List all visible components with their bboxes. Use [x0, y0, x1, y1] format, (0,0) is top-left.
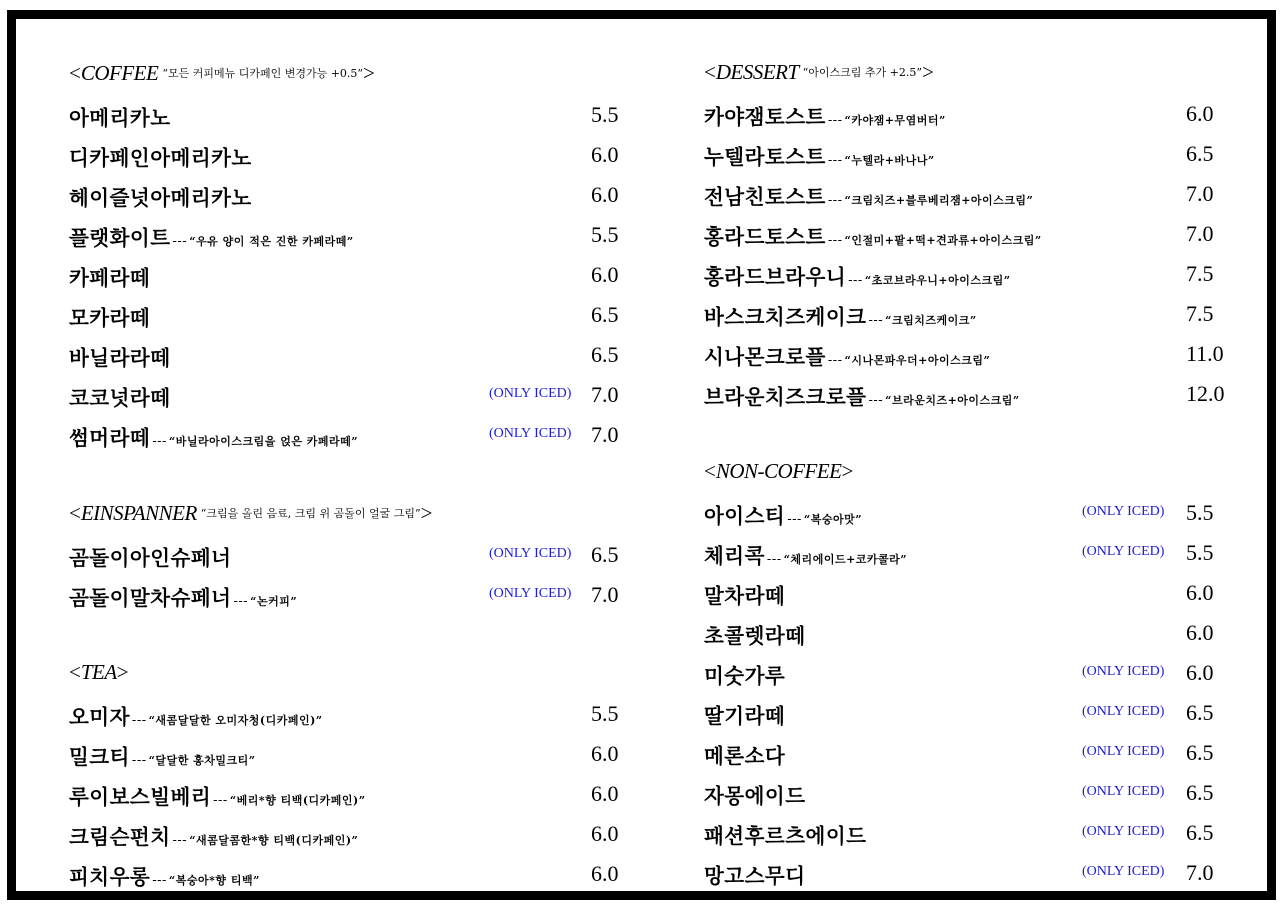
section-header — [704, 450, 1224, 490]
item-name-text: 홍라드토스트 — [704, 225, 826, 249]
item-name-text: 썸머라떼 — [69, 426, 151, 450]
item-price: 6.5 — [1186, 700, 1214, 725]
item-name-text: 딸기라떼 — [704, 704, 786, 728]
menu-item — [704, 251, 1224, 291]
menu-item — [704, 331, 1224, 371]
menu-item — [704, 690, 1224, 730]
item-price: 6.5 — [591, 342, 619, 367]
item-price: 5.5 — [591, 222, 619, 247]
item-dash-separator: --- — [827, 233, 843, 248]
iced-only-tag: (ONLY ICED) — [1082, 864, 1165, 879]
iced-only-tag: (ONLY ICED) — [489, 586, 572, 601]
item-dash-separator: --- — [152, 434, 167, 449]
item-name — [704, 859, 806, 889]
item-name-text: 바스크치즈케이크 — [704, 305, 867, 329]
menu-item — [704, 570, 1224, 610]
item-name — [704, 539, 907, 569]
item-name — [704, 100, 946, 130]
menu-item — [69, 372, 629, 412]
item-price: 5.5 — [1186, 500, 1214, 525]
item-name — [704, 260, 1011, 290]
item-name — [704, 739, 785, 769]
menu-item — [69, 532, 629, 572]
item-price: 6.0 — [1186, 660, 1214, 685]
item-name-text: 디카페인아메리카노 — [69, 146, 252, 170]
item-price: 6.5 — [1186, 820, 1214, 845]
menu-item — [704, 610, 1224, 650]
item-price: 7.5 — [1186, 301, 1214, 326]
item-price: 6.5 — [1186, 141, 1214, 166]
section-title: NON-COFFEE — [715, 459, 842, 483]
item-name — [69, 181, 252, 211]
item-description: “복숭아맛” — [803, 513, 863, 526]
menu-item — [69, 731, 629, 771]
item-name-text: 루이보스빌베리 — [69, 785, 212, 809]
item-description: “시나몬파우더+아이스크림” — [844, 354, 991, 367]
item-name — [704, 380, 1020, 410]
menu-item — [69, 332, 629, 372]
item-name-text: 초콜렛라떼 — [704, 624, 806, 648]
section-note: “모든 커피메뉴 디카페인 변경가능 +0.5” — [162, 67, 364, 80]
item-price: 6.5 — [591, 542, 619, 567]
item-description: “우유 양이 적은 진한 카페라떼” — [189, 235, 354, 248]
item-dash-separator: --- — [131, 753, 147, 768]
item-price: 6.0 — [591, 781, 619, 806]
item-name-text: 피치우롱 — [69, 865, 151, 889]
bracket-close: > — [841, 459, 854, 483]
item-name — [69, 740, 256, 770]
item-dash-separator: --- — [766, 552, 782, 567]
menu-item — [69, 132, 629, 172]
menu-item — [69, 252, 629, 292]
item-name — [69, 221, 354, 251]
item-name-text: 코코넛라떼 — [69, 386, 171, 410]
iced-only-tag: (ONLY ICED) — [489, 386, 572, 401]
item-description: “초코브라우니+아이스크림” — [864, 274, 1011, 287]
menu-item — [69, 811, 629, 851]
item-dash-separator: --- — [172, 833, 188, 848]
item-name — [69, 541, 231, 571]
item-name-text: 자몽에이드 — [704, 784, 806, 808]
iced-only-tag: (ONLY ICED) — [1082, 784, 1165, 799]
item-description: “달달한 홍차밀크티” — [148, 754, 256, 767]
bracket-close: > — [922, 60, 934, 84]
item-name — [704, 579, 785, 609]
menu-item — [704, 91, 1224, 131]
item-name-text: 모카라떼 — [69, 306, 151, 330]
bracket-open: < — [69, 501, 81, 525]
item-price: 6.0 — [591, 861, 619, 886]
item-name-text: 밀크티 — [69, 745, 130, 769]
item-description: “복숭아*향 티백” — [168, 874, 260, 887]
section-noncoffee — [704, 450, 1224, 890]
item-name-text: 오미자 — [69, 705, 130, 729]
item-name-text: 아메리카노 — [69, 106, 171, 130]
item-price: 11.0 — [1186, 341, 1224, 366]
item-name-text: 시나몬크로플 — [704, 345, 826, 369]
item-price: 7.0 — [591, 582, 619, 607]
item-price: 7.0 — [1186, 181, 1214, 206]
item-name — [69, 101, 171, 131]
section-title: EINSPANNER — [80, 501, 197, 525]
menu-item — [704, 770, 1224, 810]
item-name — [704, 220, 1042, 250]
iced-only-tag: (ONLY ICED) — [1082, 544, 1165, 559]
item-name-text: 말차라떼 — [704, 584, 786, 608]
item-price: 5.5 — [1186, 540, 1214, 565]
item-name-text: 카페라떼 — [69, 266, 151, 290]
item-name-text: 패션후르츠에이드 — [704, 824, 867, 848]
menu-item — [69, 572, 629, 612]
section-header — [69, 52, 629, 92]
item-name-text: 바닐라라떼 — [69, 346, 171, 370]
section-einspanner — [69, 492, 629, 612]
item-price: 7.0 — [591, 422, 619, 447]
item-name-text: 곰돌이아인슈페너 — [69, 546, 232, 570]
item-price: 6.5 — [591, 302, 619, 327]
bracket-close: > — [116, 660, 129, 684]
item-name-text: 미숫가루 — [704, 664, 786, 688]
menu-item — [69, 292, 629, 332]
item-price: 7.0 — [1186, 221, 1214, 246]
item-name — [704, 659, 785, 689]
item-price: 6.0 — [591, 741, 619, 766]
iced-only-tag: (ONLY ICED) — [1082, 824, 1165, 839]
item-name-text: 망고스무디 — [704, 864, 806, 888]
menu-item — [704, 850, 1224, 890]
item-price: 6.0 — [591, 262, 619, 287]
item-name — [69, 780, 366, 810]
item-price: 6.0 — [1186, 620, 1214, 645]
item-dash-separator: --- — [172, 234, 188, 249]
menu-item — [704, 530, 1224, 570]
section-header — [69, 651, 629, 691]
section-note: “크림을 올린 음료, 크림 위 곰돌이 얼굴 그림” — [200, 507, 421, 520]
section-header — [704, 51, 1224, 91]
section-title: COFFEE — [80, 61, 159, 85]
item-name — [69, 700, 323, 730]
item-price: 6.0 — [591, 821, 619, 846]
iced-only-tag: (ONLY ICED) — [489, 546, 572, 561]
item-price: 7.5 — [1186, 261, 1214, 286]
item-description: “체리에이드+코카콜라” — [783, 553, 908, 566]
bracket-open: < — [704, 459, 716, 483]
menu-item — [69, 412, 629, 452]
item-price: 7.0 — [591, 382, 619, 407]
section-title: DESSERT — [715, 60, 799, 84]
menu-item — [704, 291, 1224, 331]
menu-item — [69, 771, 629, 811]
item-description: “새콤달달한 오미자청(디카페인)” — [148, 714, 323, 727]
item-name-text: 플랫화이트 — [69, 226, 171, 250]
item-name-text: 아이스티 — [704, 504, 786, 528]
item-name-text: 브라운치즈크로플 — [704, 385, 867, 409]
item-dash-separator: --- — [868, 313, 884, 328]
menu-item — [69, 851, 629, 891]
item-price: 12.0 — [1186, 381, 1225, 406]
item-dash-separator: --- — [152, 873, 167, 888]
iced-only-tag: (ONLY ICED) — [489, 426, 572, 441]
item-name — [704, 180, 1033, 210]
item-dash-separator: --- — [233, 594, 249, 609]
item-name — [704, 499, 862, 529]
item-name — [69, 261, 150, 291]
item-name — [704, 340, 990, 370]
item-name — [69, 381, 171, 411]
item-name — [69, 860, 260, 890]
item-description: “바닐라아이스크림을 얹은 카페라떼” — [168, 435, 359, 448]
item-dash-separator: --- — [848, 273, 863, 288]
item-dash-separator: --- — [827, 193, 843, 208]
item-dash-separator: --- — [868, 393, 884, 408]
menu-item — [69, 212, 629, 252]
section-dessert — [704, 51, 1224, 411]
bracket-open: < — [69, 660, 81, 684]
item-price: 6.0 — [591, 182, 619, 207]
item-name-text: 곰돌이말차슈페너 — [69, 586, 232, 610]
item-description: “베리*향 티백(디카페인)” — [229, 794, 366, 807]
item-description: “인절미+팥+떡+견과류+아이스크림” — [844, 234, 1042, 247]
item-dash-separator: --- — [827, 153, 843, 168]
item-price: 6.0 — [1186, 580, 1214, 605]
menu-board — [7, 10, 1276, 900]
menu-item — [69, 172, 629, 212]
item-price: 7.0 — [1186, 860, 1214, 885]
item-dash-separator: --- — [827, 353, 843, 368]
item-dash-separator: --- — [827, 113, 843, 128]
item-name — [69, 341, 171, 371]
item-description: “크림치즈케이크” — [885, 314, 977, 327]
item-name — [704, 140, 935, 170]
iced-only-tag: (ONLY ICED) — [1082, 704, 1165, 719]
item-dash-separator: --- — [213, 793, 228, 808]
item-price: 6.0 — [591, 142, 619, 167]
iced-only-tag: (ONLY ICED) — [1082, 504, 1165, 519]
item-name — [69, 141, 252, 171]
item-description: “카야잼+무염버터” — [844, 114, 946, 127]
item-price: 6.0 — [1186, 101, 1214, 126]
item-name-text: 메론소다 — [704, 744, 786, 768]
bracket-close: > — [420, 501, 433, 525]
item-name-text: 홍라드브라우니 — [704, 265, 847, 289]
item-name — [704, 619, 806, 649]
item-name-text: 체리콕 — [704, 544, 765, 568]
item-price: 6.5 — [1186, 780, 1214, 805]
item-price: 5.5 — [591, 701, 619, 726]
menu-item — [704, 211, 1224, 251]
menu-item — [704, 131, 1224, 171]
item-description: “브라운치즈+아이스크림” — [885, 394, 1020, 407]
bracket-open: < — [704, 60, 716, 84]
section-title: TEA — [80, 660, 117, 684]
item-name — [704, 300, 977, 330]
item-price: 6.5 — [1186, 740, 1214, 765]
menu-item — [69, 92, 629, 132]
item-name-text: 카야잼토스트 — [704, 105, 826, 129]
section-coffee — [69, 52, 629, 452]
item-name-text: 크림슨펀치 — [69, 825, 171, 849]
menu-item — [704, 810, 1224, 850]
menu-item — [69, 691, 629, 731]
menu-item — [704, 171, 1224, 211]
item-name — [69, 820, 358, 850]
item-name — [704, 779, 806, 809]
menu-item — [704, 730, 1224, 770]
bracket-close: > — [363, 61, 375, 85]
item-name-text: 누텔라토스트 — [704, 145, 826, 169]
item-name — [69, 301, 150, 331]
item-name-text: 전남친토스트 — [704, 185, 826, 209]
bracket-open: < — [69, 61, 81, 85]
item-price: 5.5 — [591, 102, 619, 127]
item-description: “크림치즈+블루베리잼+아이스크림” — [844, 194, 1034, 207]
item-name-text: 헤이즐넛아메리카노 — [69, 186, 252, 210]
iced-only-tag: (ONLY ICED) — [1082, 744, 1165, 759]
menu-item — [704, 650, 1224, 690]
item-description: “논커피” — [250, 595, 298, 608]
item-name — [704, 699, 785, 729]
item-description: “새콤달콤한*향 티백(디카페인)” — [189, 834, 359, 847]
section-note: “아이스크림 추가 +2.5” — [802, 66, 923, 79]
item-description: “누텔라+바나나” — [844, 154, 935, 167]
iced-only-tag: (ONLY ICED) — [1082, 664, 1165, 679]
item-dash-separator: --- — [787, 512, 802, 527]
item-name — [69, 581, 297, 611]
item-name — [69, 421, 358, 451]
section-tea — [69, 651, 629, 891]
section-header — [69, 492, 629, 532]
item-name — [704, 819, 866, 849]
menu-item — [704, 371, 1224, 411]
menu-item — [704, 490, 1224, 530]
item-dash-separator: --- — [131, 713, 147, 728]
